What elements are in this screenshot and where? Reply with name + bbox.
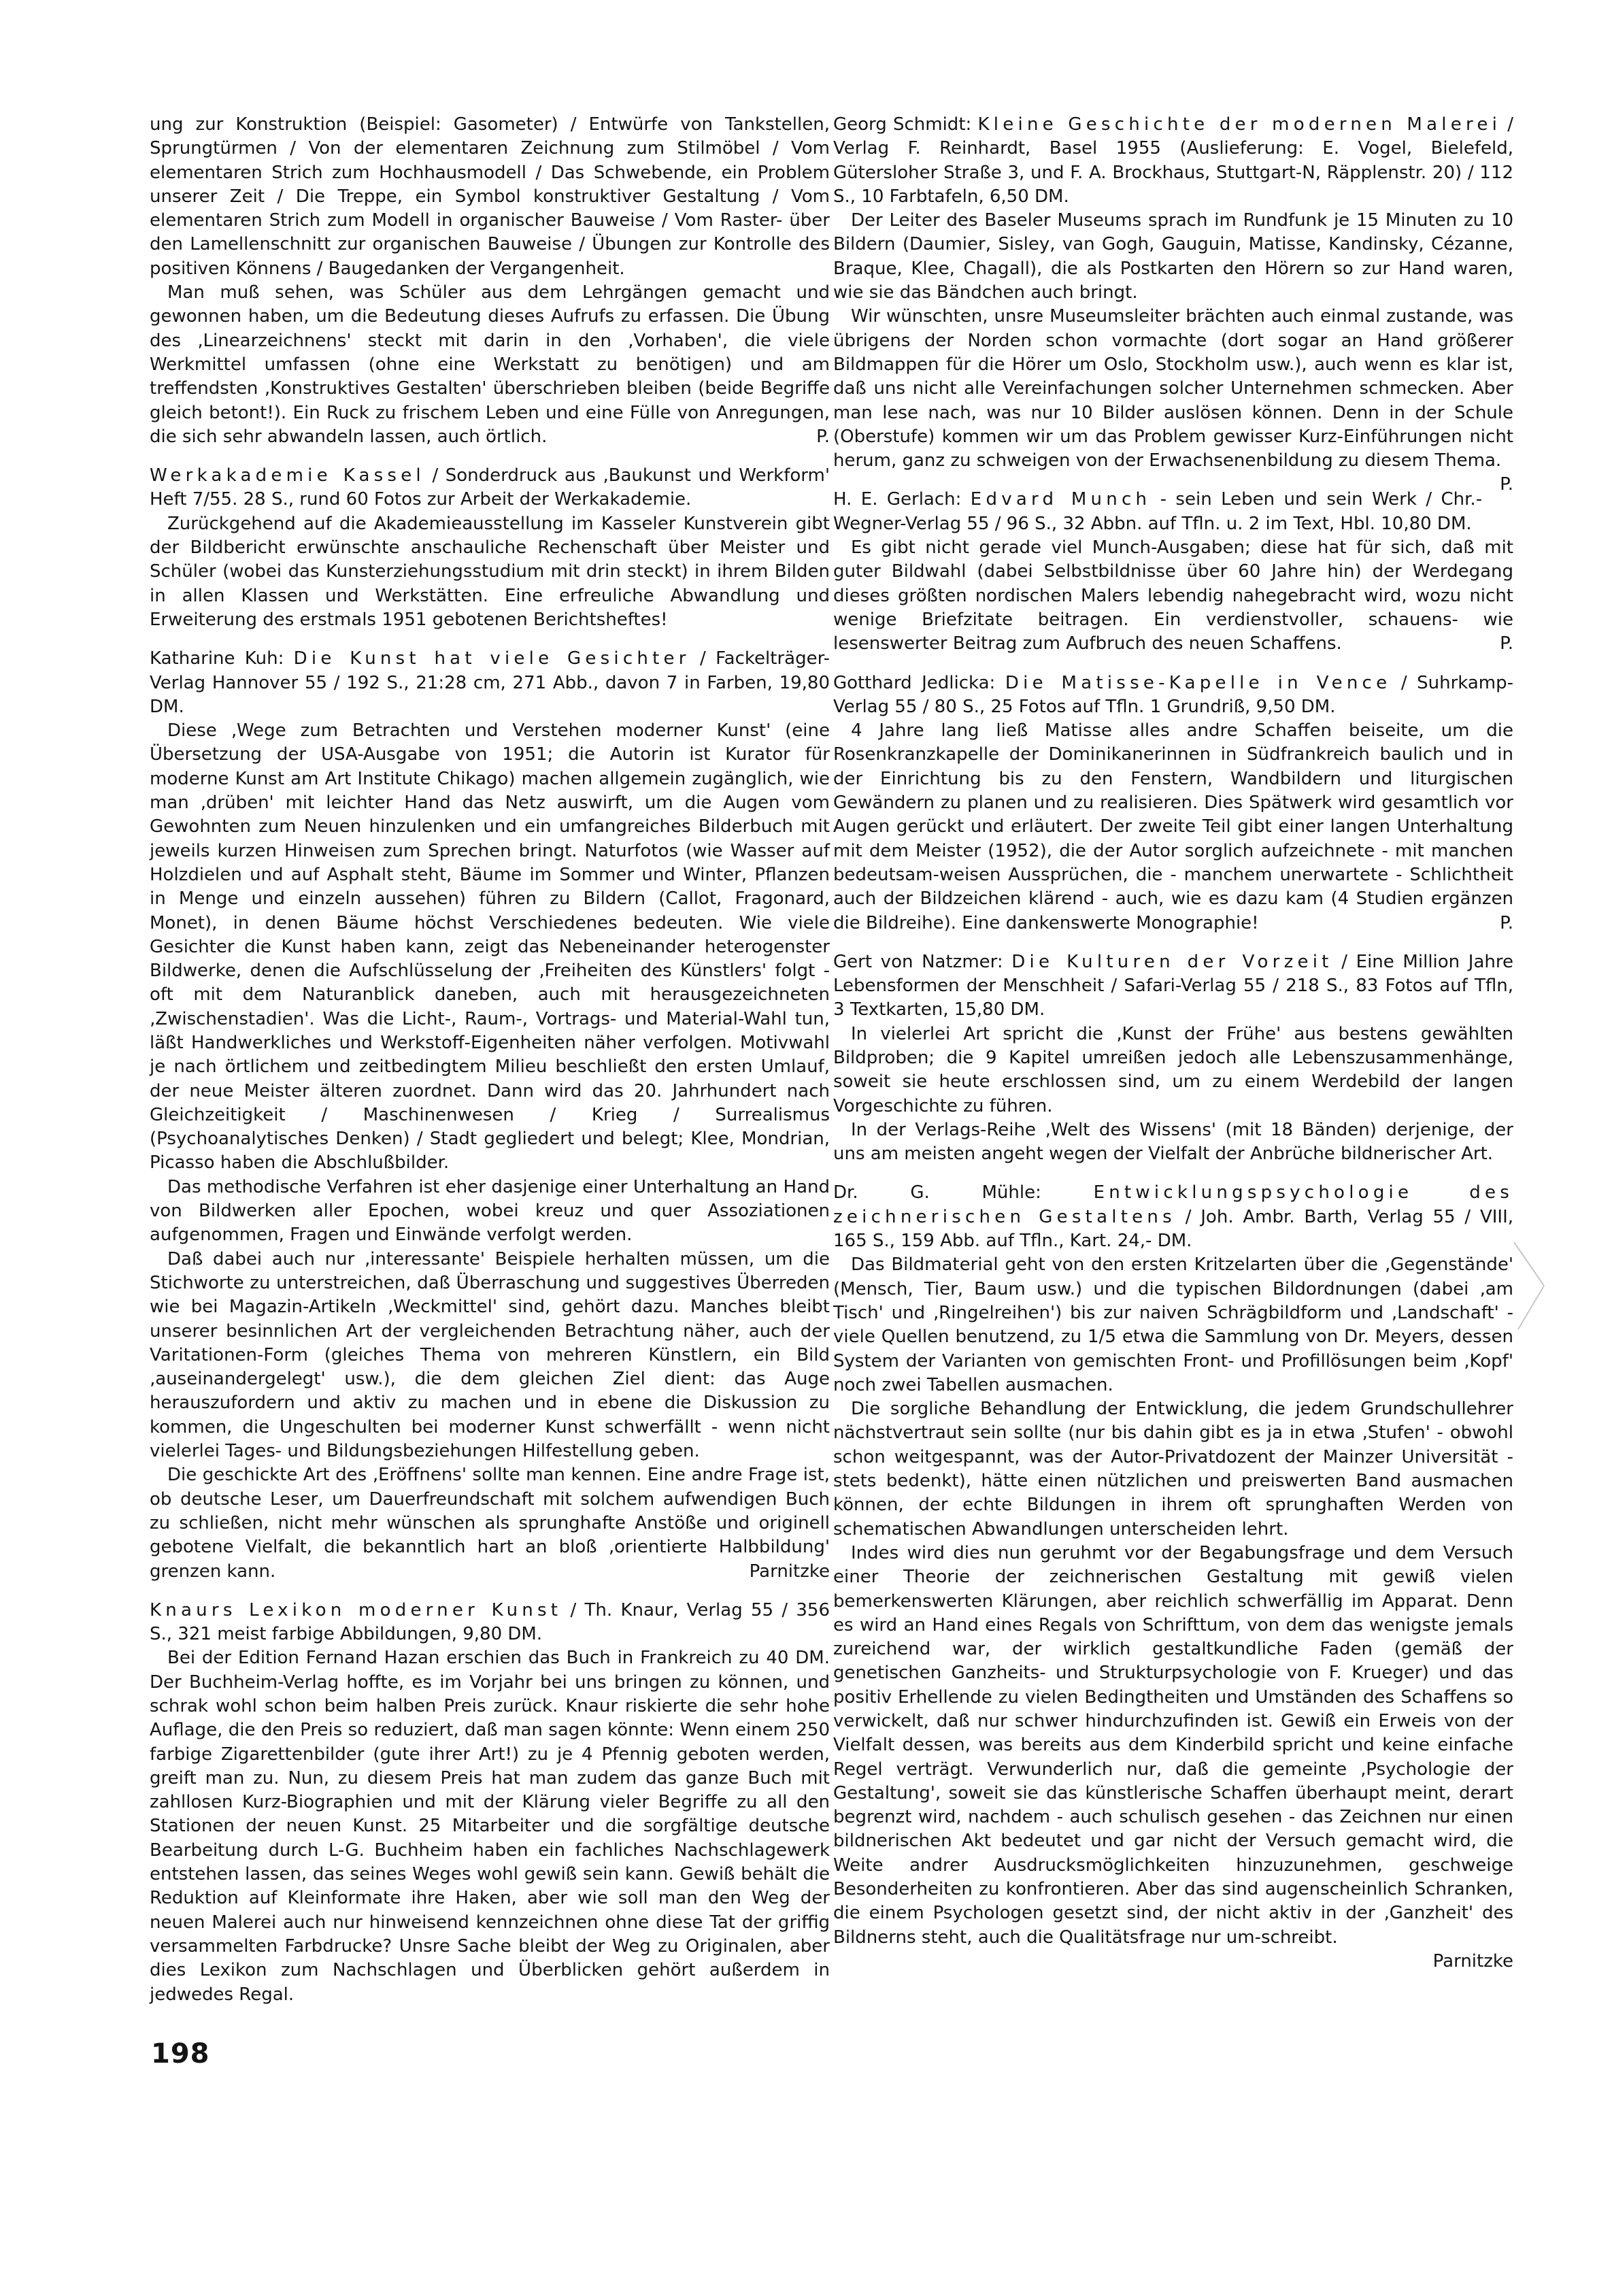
book-author: Georg Schmidt: [833,114,972,135]
review-paragraph: Das methodische Verfahren ist eher dasjenige einer Unterhaltung an Hand von Bildwerken aller Epochen, wobei kreuz und quer Assoziationen aufgenommen, Fragen und Einwände verfolgt werden. [150,1176,830,1246]
review-signature: P. [816,426,830,447]
review-paragraph: Der Leiter des Baseler Museums sprach im Rundfunk je 15 Minuten zu 10 Bildern (Daumier, Sisley, van Gogh, Gauguin, Matisse, Kandinsky, Cézanne, Braque, Klee, Chagall), die als Postkarten den Hörern so zur Hand waren, wie sie das Bändchen auch bringt. [833,210,1513,303]
review-paragraph: In der Verlags-Reihe ‚Welt des Wissens' (mit 18 Bänden) derjenige, der uns am meisten angeht wegen der Vielfalt der Anbrüche bildnerischer Art. [833,1119,1513,1165]
review-paragraph: ung zur Konstruktion (Beispiel: Gasometer) / Entwürfe von Tankstellen, Sprungtürmen / Von der elementaren Zeichnung zum Stilmöbel / Vom elementaren Strich zum Hochhausmodell / Das Schwebende, ein Problem unserer Zeit / Die Treppe, ein Symbol konstruktiver Gestaltung / Vom elementaren Strich zum Modell in organischer Bauweise / Vom Raster- über den Lamellenschnitt zur organischen Bauweise / Übungen zur Kontrolle des positiven Könnens / Baugedanken der Vergangenheit. [150,114,830,279]
book-title: Werkakademie Kassel [150,465,425,486]
book-details: / Th. Knaur, Verlag 55 / 356 S., 321 meist farbige Abbildungen, 9,80 DM. [150,1599,830,1645]
continued-review [150,113,830,449]
book-title: Knaurs Lexikon moderner Kunst [150,1599,562,1620]
review-entry [833,950,1513,1167]
book-details: / Fackelträger-Verlag Hannover 55 / 192 S., 21:28 cm, 271 Abb., davon 7 in Farben, 19,80 DM. [150,648,830,717]
book-title: Die Kulturen der Vorzeit [1011,951,1333,972]
book-details: / Eine Million Jahre Lebensformen der Menschheit / Safari-Verlag 55 / 218 S., 83 Fotos auf Tfln, 3 Textkarten, 15,80 DM. [833,951,1513,1020]
review-paragraph: Das Bildmaterial geht von den ersten Kritzelarten über die ‚Gegenstände' (Mensch, Tier, Baum usw.) und die typischen Bildordnungen (dabei ‚am Tisch' und ‚Ringelreihen') bis zur naiven Schrägbildform und ‚Landschaft' - viele Quellen benutzend, zu 1/5 etwa die Sammlung von Dr. Meyers, dessen System der Varianten von gemischten Front- und Profillösungen beim ‚Kopf' noch zwei Tabellen ausmachen. [833,1254,1513,1395]
book-author: Katharine Kuh: [150,648,284,669]
review-paragraph: Bei der Edition Fernand Hazan erschien das Buch in Frankreich zu 40 DM. Der Buchheim-Verlag hoffte, es im Vorjahr bei uns bringen zu können, und schrak wohl schon beim halben Preis zurück. Knaur riskierte die sehr hohe Auflage, die den Preis so reduziert, daß man sagen könnte: Wenn einem 250 farbige Zigarettenbilder (gute ihrer Art!) zu je 4 Pfennig geboten werden, greift man zu. Nun, zu diesem Preis hat man zudem das ganze Buch mit zahllosen Kurz-Biographien und mit der Klärung vieler Begriffe zu all den Stationen der neuen Kunst. 25 Mitarbeiter und die sorgfältige deutsche Bearbeitung durch L-G. Buchheim haben ein fachliches Nachschlagewerk entstehen lassen, das seines Weges wohl gewiß sein kann. Gewiß behält die Reduktion auf Kleinformate ihre Haken, aber wie soll man den Weg der neuen Malerei auch nur hinweisend kennzeichnen ohne diese Tat der griffig versammelten Farbdrucke? Unsre Sache bleibt der Weg zu Originalen, aber dies Lexikon zum Nachschlagen und Überblicken gehört außerdem in jedwedes Regal. [150,1648,830,2005]
review-signature: P. [1500,912,1513,933]
review-paragraph: Die sorgliche Behandlung der Entwicklung, die jedem Grundschullehrer nächstvertraut sein sollte (nur bis dahin gibt es ja in etwa ‚Stufen' - obwohl schon weitgespannt, was der Autor-Privatdozent der Mainzer Universität - stets bedenkt), hätte einen nützlichen und preiswerten Band ausmachen können, der echte Bildungen in ihrem oft sprunghaften Werden von schematischen Abwandlungen unterscheiden lehrt. [833,1399,1513,1540]
review-entry [833,113,1514,495]
review-entry [833,488,1513,656]
review-heading [833,671,1513,720]
review-heading [833,1181,1513,1253]
book-title: Entwicklungspsychologie des zeichnerischen Gestaltens [833,1182,1513,1227]
review-heading [833,113,1513,209]
book-author: Gert von Natzmer: [833,951,1003,972]
review-paragraph: Indes wird dies nun geruhmt vor der Begabungsfrage und dem Versuch einer Theorie der zeichnerischen Gestaltung mit gewiß vielen bemerkenswerten Klärungen, aber reichlich schwerfällig im Apparat. Denn es wird an Hand eines Regals von Schrifttum, von dem das wenigste jemals zureichend war, der wirklich gestaltkundliche Faden (gemäß der genetischen Ganzheits- und Strukturpsychologie von F. Krueger) und das positiv Erhellende zu vielen Bedingtheiten und Umständen des Schaffens so verwickelt, daß nur schwer hindurchzufinden ist. Gewiß ein Erweis von der Vielfalt dessen, was bereits aus dem Kinderbild spricht und keine einfache Regel verträgt. Verwunderlich nur, daß die gemeinte ‚Psychologie der Gestaltung', soweit sie das künstlerische Schaffen überhaupt meint, derart begrenzt wird, nachdem - auch schulisch gesehen - das Zeichnen nur einen bildnerischen Akt bedeutet und gar nicht der Versuch gemacht wird, die Weite andrer Ausdrucksmöglichkeiten hinzuzunehmen, geschweige Besonderheiten zu konfrontieren. Aber das sind augenscheinlich Schranken, die einem Psychologen gesetzt sind, der nicht aktiv in der ‚Ganzheit' des Bildnerns steht, auch die Qualitätsfrage nur um-schreibt. [833,1542,1513,1948]
left-column [150,113,830,2022]
review-heading [833,950,1513,1022]
review-heading [150,647,830,719]
scan-artifact-icon [1509,1238,1556,1333]
book-details: / Verlag F. Reinhardt, Basel 1955 (Auslieferung: E. Vogel, Bielefeld, Gütersloher Straße 3, und F. A. Brockhaus, Stuttgart-N, Räpplenstr. 20) / 112 S., 10 Farbtafeln, 6,50 DM. [833,114,1514,207]
review-paragraph: 4 Jahre lang ließ Matisse alles andre Schaffen beiseite, um die Rosenkranzkapelle der Dominikanerinnen in Südfrankreich baulich und in der Einrichtung bis zu den Fenstern, Wandbildern und liturgischen Gewändern zu planen und zu realisieren. Dies Spätwerk wird gesamtlich vor Augen gerückt und erläutert. Der zweite Teil gibt einer langen Unterhaltung mit dem Meister (1952), die der Autor sorglich aufzeichnete - mit manchen bedeutsam-weisen Aussprüchen, die - manchem unerwartete - Schlichtheit auch der Bildzeichen klärend - auch, wie es dazu kam (4 Studien ergänzen die Bildreihe). Eine dankenswerte Monographie! P. [833,719,1513,935]
review-paragraph: Man muß sehen, was Schüler aus dem Lehrgängen gemacht und gewonnen haben, um die Bedeutung dieses Aufrufs zu erfassen. Die Übung des ‚Linearzeichnens' steckt mit darin in den ‚Vorhaben', die viele Werkmittel umfassen (ohne eine Werkstatt zu benötigen) und am treffendsten ‚Konstruktives Gestalten' überschrieben bleiben (beide Begriffe gleich betont!). Ein Ruck zu frischem Leben und eine Fülle von Anregungen, die sich sehr abwandeln lassen, auch örtlich. P. [150,281,830,449]
review-signature: P. [1500,474,1513,495]
book-author: Dr. G. Mühle: [833,1182,1041,1203]
review-entry [150,1599,830,2007]
book-title: Die Kunst hat viele Gesichter [293,648,690,669]
book-author: H. E. Gerlach: [833,489,962,510]
review-paragraph: Es gibt nicht gerade viel Munch-Ausgaben; diese hat für sich, daß mit guter Bildwahl (dabei Selbstbildnisse über 60 Jahre hin) der Werdegang dieses größten nordischen Malers lebendig nahegebracht wird, wozu nicht wenige Briefzitate beitragen. Ein verdienstvoller, schauens- wie lesenswerter Beitrag zum Aufbruch des neuen Schaffens. P. [833,536,1513,656]
review-signature: Parnitzke [1432,1950,1513,1971]
right-column [833,113,1513,1989]
review-paragraph: Diese ‚Wege zum Betrachten und Verstehen moderner Kunst' (eine Übersetzung der USA-Ausgabe von 1951; die Autorin ist Kurator für moderne Kunst am Art Institute Chikago) machen allgemein zugänglich, wie man ‚drüben' mit leichter Hand das Netz auswirft, um die Augen vom Gewohnten zum Neuen hinzulenken und ein umfangreiches Bilderbuch mit jeweils kurzen Hinweisen zum Sprechen bringt. Naturfotos (wie Wasser auf Holzdielen und auf Asphalt steht, Bäume im Sommer und Winter, Pflanzen in Menge und einzeln aussehen) führen zu Bildern (Callot, Fragonard, Monet), in denen Bäume höchst Verschiedenes bedeuten. Wie viele Gesichter die Kunst haben kann, zeigt das Nebeneinander heterogenster Bildwerke, denen die Aufschlüsselung der ‚Freiheiten des Künstlers' folgt - oft mit dem Naturanblick daneben, auch mit herausgezeichneten ‚Zwischenstadien'. Was die Licht-, Raum-, Vortrags- und Material-Wahl tun, läßt Handwerkliches und Werkstoff-Eigenheiten näher verfolgen. Motivwahl je nach örtlichem und zeitbedingtem Milieu beschließt den ersten Umlauf, der neue Meister älteren zuordnet. Dann wird das 20. Jahrhundert nach Gleichzeitigkeit / Maschinenwesen / Krieg / Surrealismus (Psychoanalytisches Denken) / Stadt gegliedert und belegt; Klee, Mondrian, Picasso haben die Abschlußbilder. [150,720,830,1174]
review-heading [150,464,830,512]
review-heading [833,488,1513,536]
review-entry [833,671,1513,935]
book-details: / Sonderdruck aus ‚Baukunst und Werkform' Heft 7/55. 28 S., rund 60 Fotos zur Arbeit der Werkakademie. [150,465,830,510]
review-entry [833,1181,1513,1974]
book-title: Kleine Geschichte der modernen Malerei [977,114,1502,135]
review-entry [150,464,830,632]
book-title: Edvard Munch [970,489,1152,510]
book-details: - sein Leben und sein Werk / Chr.-Wegner-Verlag 55 / 96 S., 32 Abbn. auf Tfln. u. 2 im Text, Hbl. 10,80 DM. [833,489,1483,534]
review-paragraph: Wir wünschten, unsre Museumsleiter brächten auch einmal zustande, was übrigens der Norden schon vormachte (dort sogar an Hand größerer Bildmappen für die Hörer um Oslo, Stockholm usw.), auch wenn es klar ist, daß uns nicht alle Vereinfachungen solcher Unternehmen schmecken. Aber man lese nach, was nur 10 Bilder auslösen können. Denn in der Schule (Oberstufe) kommen wir um das Problem gewisser Kurz-Einführungen nicht herum, ganz zu schweigen von der Erwachsenenbildung zu diesem Thema. P. [833,305,1513,473]
book-title: Die Matisse-Kapelle in Vence [1005,672,1392,693]
page-number: 198 [151,2038,210,2069]
book-details: / Joh. Ambr. Barth, Verlag 55 / VIII, 165 S., 159 Abb. auf Tfln., Kart. 24,- DM. [833,1206,1514,1252]
review-paragraph: Daß dabei auch nur ‚interessante' Beispiele herhalten müssen, um die Stichworte zu unterstreichen, daß Überraschung und suggestives Überreden wie bei Magazin-Artikeln ‚Weckmittel' sind, gehört dazu. Manches bleibt unserer besinnlichen Art der vergleichenden Betrachtung näher, auch der Varitationen-Form (gleiches Thema von mehreren Künstlern, ein Bild ‚auseinandergelegt' usw.), die dem gleichen Ziel dient: das Auge herauszufordern und aktiv zu machen und in ebene die Diskussion zu kommen, die Ungeschulten bei moderner Kunst schwerfällt - wenn nicht vielerlei Tages- und Bildungsbeziehungen Hilfestellung geben. [150,1248,830,1462]
book-author: Gotthard Jedlicka: [833,672,996,693]
review-entry [150,647,830,1584]
review-signature: Parnitzke [749,1561,830,1582]
review-paragraph: Zurückgehend auf die Akademieausstellung im Kasseler Kunstverein gibt der Bildbericht erwünschte anschauliche Rechenschaft über Meister und Schüler (wobei das Kunsterziehungsstudium mit drin steckt) in ihrem Bilden in allen Klassen und Werkstätten. Eine erfreuliche Abwandlung und Erweiterung des erstmals 1951 gebotenen Berichtsheftes! [150,513,830,630]
book-details: / Suhrkamp-Verlag 55 / 80 S., 25 Fotos auf Tfln. 1 Grundriß, 9,50 DM. [833,672,1514,717]
review-heading [150,1599,830,1647]
review-paragraph: In vielerlei Art spricht die ‚Kunst der Frühe' aus bestens gewählten Bildproben; die 9 Kapitel umreißen jedoch alle Lebenszusammenhänge, soweit sie heute erschlossen sind, um zu einem Werdebild der langen Vorgeschichte zu führen. [833,1023,1513,1116]
review-signature: P. [1500,633,1513,654]
review-paragraph: Die geschickte Art des ‚Eröffnens' sollte man kennen. Eine andre Frage ist, ob deutsche Leser, um Dauerfreundschaft mit solchem aufwendigen Buch zu schließen, nicht mehr wünschen als sprunghafte Anstöße und originell gebotene Vielfalt, die bekanntlich hart an bloß ‚orientierte Halbbildung' grenzen kann. Parnitzke [150,1463,830,1583]
